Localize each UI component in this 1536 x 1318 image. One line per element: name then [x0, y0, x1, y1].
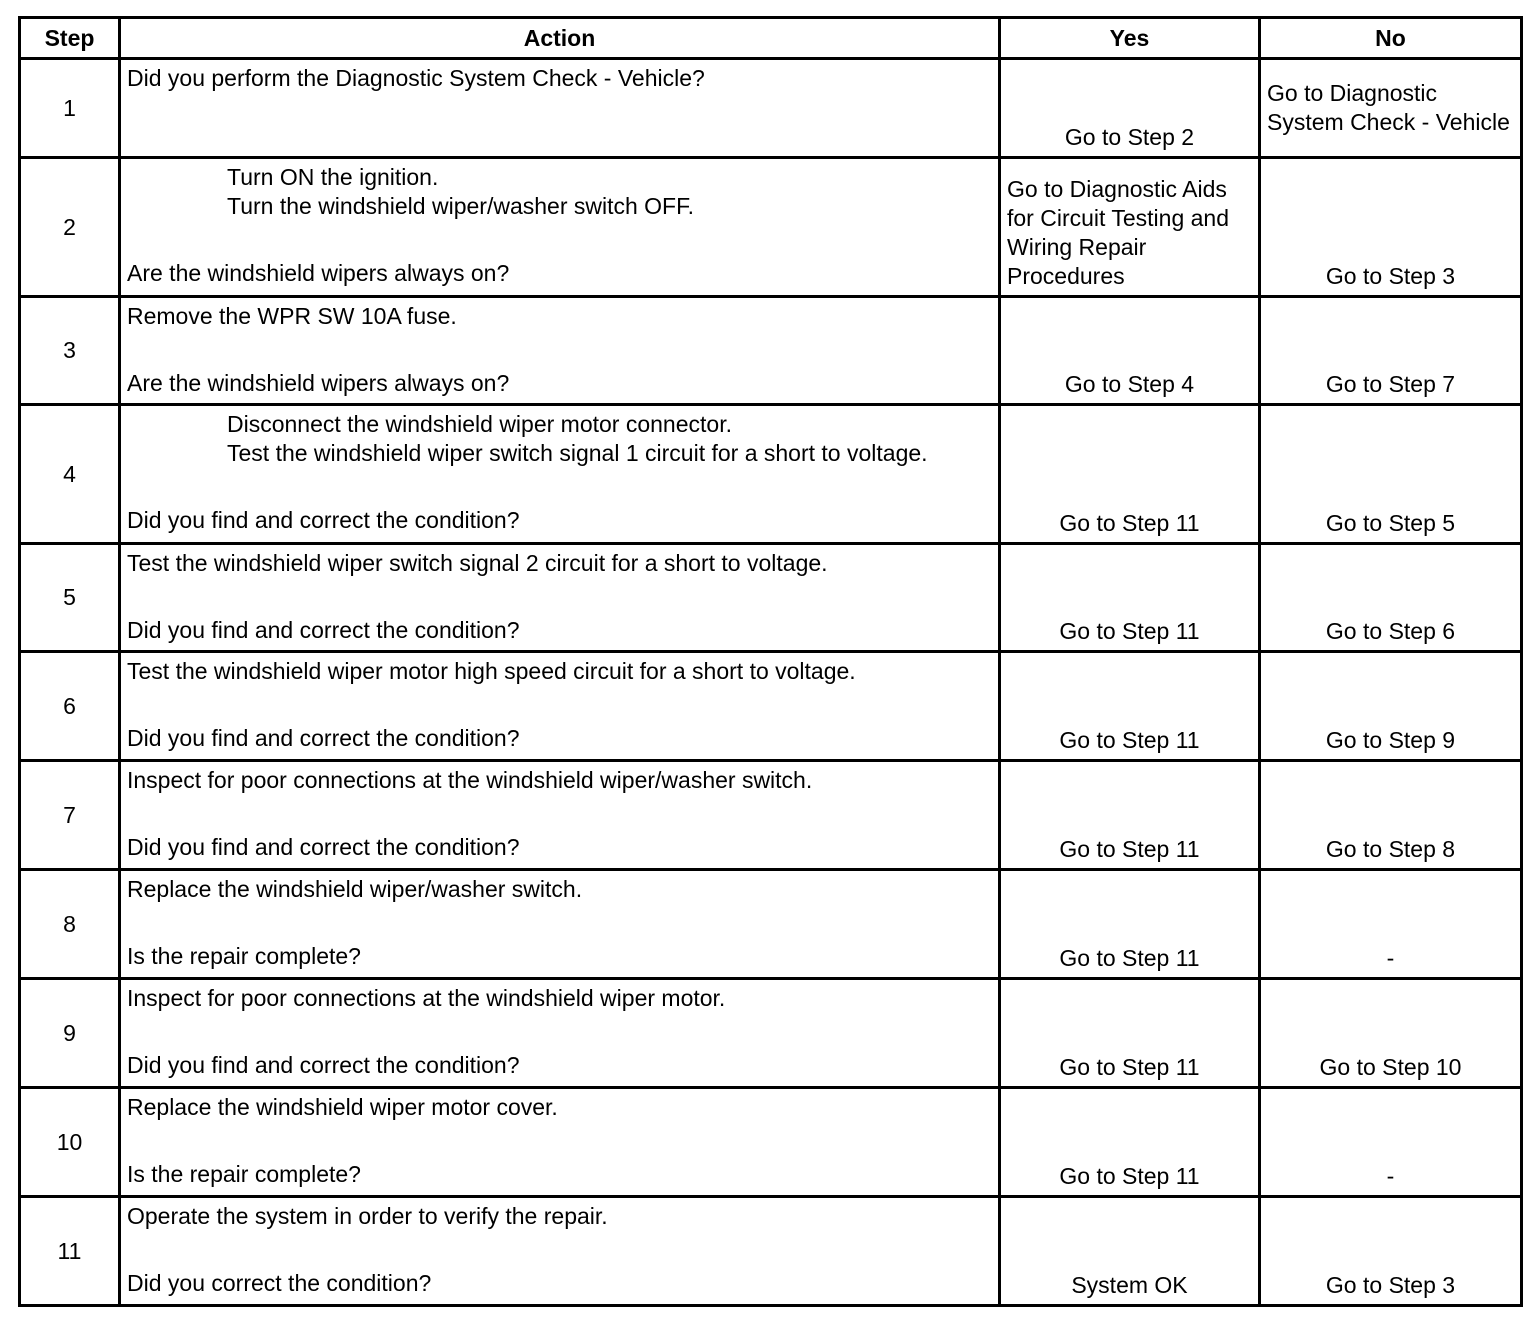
- no-cell: Go to Step 8: [1260, 761, 1522, 870]
- action-cell: [120, 544, 1000, 652]
- table-body: [20, 59, 1522, 1306]
- yes-cell: Go to Diagnostic Aids for Circuit Testing and Wiring Repair Procedures: [1000, 158, 1260, 297]
- yes-cell: Go to Step 4: [1000, 297, 1260, 405]
- yes-cell: System OK: [1000, 1197, 1260, 1306]
- yes-cell: Go to Step 11: [1000, 979, 1260, 1088]
- no-cell: Go to Step 3: [1260, 1197, 1522, 1306]
- header-yes: Yes: [1000, 18, 1260, 59]
- yes-cell: Go to Step 11: [1000, 1088, 1260, 1197]
- table-row: [20, 158, 1522, 297]
- action-question: Is the repair complete?: [127, 1161, 361, 1187]
- action-question: Are the windshield wipers always on?: [127, 260, 510, 286]
- action-cell: [120, 297, 1000, 405]
- no-cell: Go to Diagnostic System Check - Vehicle: [1260, 59, 1522, 158]
- step-number: 5: [20, 544, 120, 652]
- no-cell: Go to Step 6: [1260, 544, 1522, 652]
- action-question: Did you find and correct the condition?: [127, 1052, 520, 1078]
- action-question: Is the repair complete?: [127, 943, 361, 969]
- step-number: 8: [20, 870, 120, 979]
- step-number: 2: [20, 158, 120, 297]
- header-action: Action: [120, 18, 1000, 59]
- action-line: Disconnect the windshield wiper motor connector.: [227, 411, 732, 437]
- no-cell: Go to Step 3: [1260, 158, 1522, 297]
- action-line: Remove the WPR SW 10A fuse.: [127, 303, 457, 329]
- action-line: Replace the windshield wiper/washer switch.: [127, 876, 583, 902]
- action-line: Test the windshield wiper switch signal 1 circuit for a short to voltage.: [227, 440, 928, 466]
- diagnostic-table: [18, 16, 1523, 1307]
- table-row: [20, 544, 1522, 652]
- step-number: 11: [20, 1197, 120, 1306]
- action-question: Did you find and correct the condition?: [127, 725, 520, 751]
- action-line: Test the windshield wiper motor high speed circuit for a short to voltage.: [127, 658, 856, 684]
- action-line: Test the windshield wiper switch signal 2 circuit for a short to voltage.: [127, 550, 828, 576]
- action-cell: [120, 870, 1000, 979]
- action-line: Did you perform the Diagnostic System Check - Vehicle?: [127, 65, 705, 91]
- step-number: 4: [20, 405, 120, 544]
- table-row: [20, 405, 1522, 544]
- action-line: Turn ON the ignition.: [227, 164, 439, 190]
- no-cell: Go to Step 7: [1260, 297, 1522, 405]
- action-line: Inspect for poor connections at the windshield wiper/washer switch.: [127, 767, 813, 793]
- action-cell: [120, 652, 1000, 761]
- step-number: 6: [20, 652, 120, 761]
- no-cell: Go to Step 9: [1260, 652, 1522, 761]
- yes-cell: Go to Step 2: [1000, 59, 1260, 158]
- header-step: Step: [20, 18, 120, 59]
- step-number: 1: [20, 59, 120, 158]
- action-cell: [120, 405, 1000, 544]
- action-cell: [120, 59, 1000, 158]
- header-row: [20, 18, 1522, 59]
- step-number: 9: [20, 979, 120, 1088]
- table-row: [20, 1197, 1522, 1306]
- step-number: 7: [20, 761, 120, 870]
- action-question: Did you find and correct the condition?: [127, 834, 520, 860]
- action-cell: [120, 761, 1000, 870]
- action-question: Did you find and correct the condition?: [127, 617, 520, 643]
- yes-cell: Go to Step 11: [1000, 870, 1260, 979]
- yes-cell: Go to Step 11: [1000, 652, 1260, 761]
- action-line: Operate the system in order to verify the repair.: [127, 1203, 608, 1229]
- no-cell: -: [1260, 1088, 1522, 1197]
- table-row: [20, 979, 1522, 1088]
- action-question: Did you find and correct the condition?: [127, 507, 520, 533]
- no-cell: Go to Step 10: [1260, 979, 1522, 1088]
- action-cell: [120, 1197, 1000, 1306]
- table-row: [20, 297, 1522, 405]
- action-question: Did you correct the condition?: [127, 1270, 432, 1296]
- table-row: [20, 870, 1522, 979]
- yes-cell: Go to Step 11: [1000, 761, 1260, 870]
- action-line: Replace the windshield wiper motor cover.: [127, 1094, 558, 1120]
- yes-cell: Go to Step 11: [1000, 405, 1260, 544]
- table-row: [20, 59, 1522, 158]
- no-cell: Go to Step 5: [1260, 405, 1522, 544]
- action-line: Inspect for poor connections at the windshield wiper motor.: [127, 985, 726, 1011]
- table-row: [20, 652, 1522, 761]
- yes-cell: Go to Step 11: [1000, 544, 1260, 652]
- no-cell: -: [1260, 870, 1522, 979]
- table-row: [20, 1088, 1522, 1197]
- action-cell: [120, 158, 1000, 297]
- step-number: 3: [20, 297, 120, 405]
- action-cell: [120, 1088, 1000, 1197]
- action-question: Are the windshield wipers always on?: [127, 370, 510, 396]
- header-no: No: [1260, 18, 1522, 59]
- table-row: [20, 761, 1522, 870]
- action-line: Turn the windshield wiper/washer switch OFF.: [227, 193, 694, 219]
- action-cell: [120, 979, 1000, 1088]
- step-number: 10: [20, 1088, 120, 1197]
